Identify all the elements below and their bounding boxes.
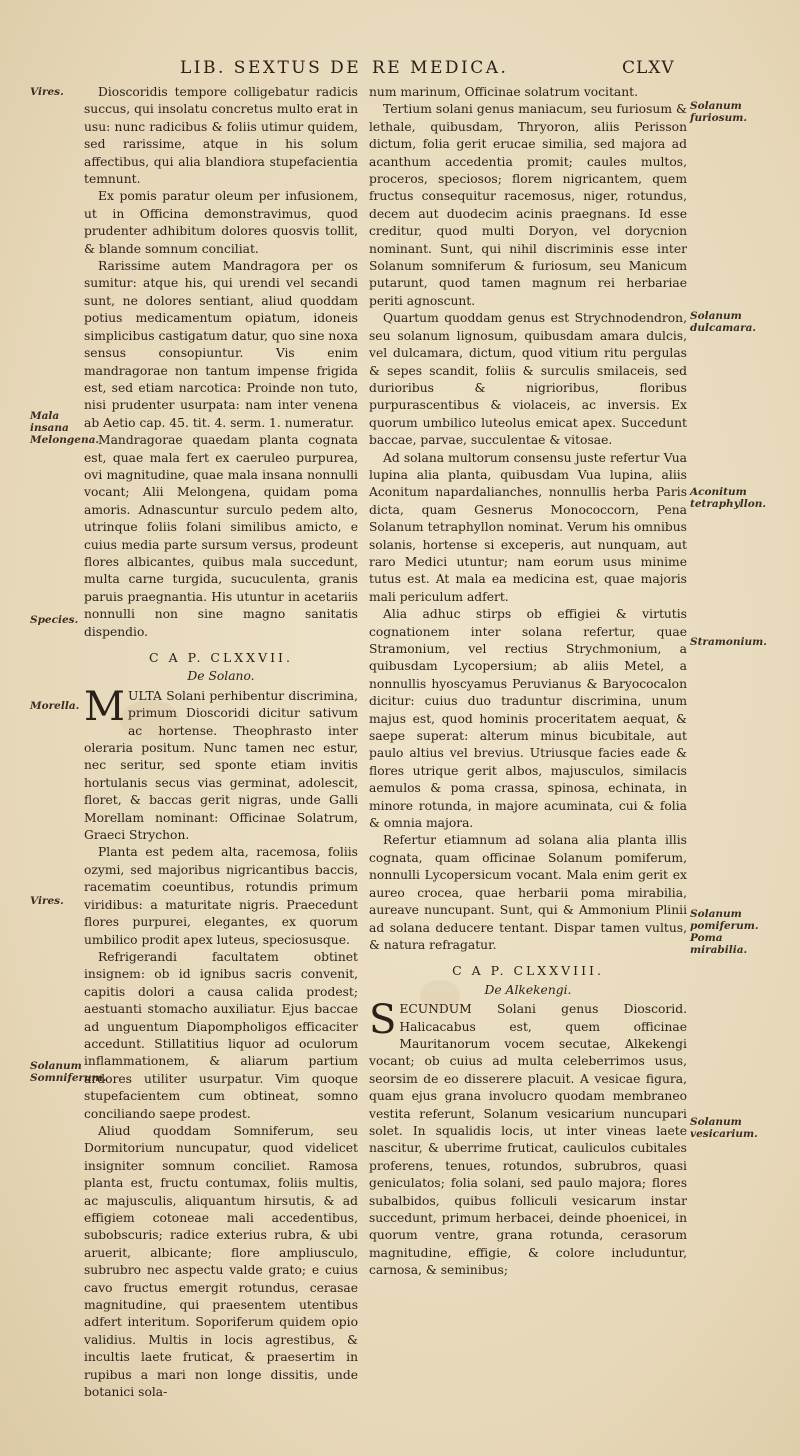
- header-left: LIB. SEXTUS DE: [180, 58, 362, 78]
- paragraph: Aliud quoddam Somniferum, seu Dormitorium nuncupatur, quod videlicet insigniter somnum conciliet. Ramosa planta est, fructu contumax, foliis multis, ac majusculis, aliquantum hirsutis, & ad effigiem cotoneae mali accedentibus, subobscuris; radice exterius rubra, & ubi aruerit, albicante; flore ampliusculo, subrubro nec aspectu valde grato; e cuius cavo fructus emergit rotundus, cerasae magnitudine, qui praesentem utentibus adfert interitum. Soporiferum quidem opio validius. Multis in locis agrestibus, & incultis laete fruticat, & praesertim in rupibus a mari non longe dissitis, unde botanici sola-: [84, 1123, 358, 1400]
- chapter-heading: C A P. CLXXVIII.: [452, 963, 604, 979]
- paragraph: num marinum, Officinae solatrum vocitant.: [369, 85, 639, 99]
- chapter-title: De Solano.: [187, 669, 255, 684]
- drop-cap: M: [84, 683, 125, 730]
- margin-note: Species.: [30, 614, 79, 626]
- paragraph: Alia adhuc stirps ob effigiei & virtutis cognationem inter solana refertur, quae Stramonium, vel rectius Strychmonium, a quibusdam Lycopersium; ab aliis Metel, a nonnullis hyoscyamus Peruvianus & Baryococalon dicitur: cuius duo traduntur discrimina, unum majus est, quod hominis proceritatem aequat, & saepe superat: alterum minus bicubitale, aut paulo altius vel brevius. Utriusque facies eade & flores utrique gerit albos, majusculos, similacis aemulos & poma crassa, spinosa, echinata, in minore rotunda, in majore acuminata, cui & folia & omnia majora.: [369, 607, 687, 831]
- paragraph: [84, 683, 358, 845]
- paragraph: [369, 997, 687, 1280]
- header-right: RE MEDICA.: [372, 58, 509, 78]
- margin-note: Stramonium.: [690, 636, 767, 648]
- page-number: CLXV: [622, 58, 675, 78]
- margin-note: Vires.: [30, 895, 64, 907]
- paragraph: Ad solana multorum consensu juste refertur Vua lupina alia planta, quibusdam Vua lupina, aliis Aconitum napardalianches, nonnullis herba Paris dicta, quam Gesnerus Monococcorn, Pena Solanum tetraphyllon nominat. Verum his omnibus solanis, hortense si exceperis, aut nunquam, aut raro Medici utuntur; nam eorum usus minime tutus est. At mala ea medicina est, quae majoris mali periculum adfert.: [369, 450, 687, 604]
- margin-note: Morella.: [30, 700, 80, 712]
- paragraph-text: ULTA Solani perhibentur discrimina, primum Dioscoridi dicitur sativum ac hortense. Theophrasto inter oleraria positum. Nunc tamen nec estur, nec seritur, sed sponte etiam invitis hortulanis secus vias germinat, adolescit, floret, & baccas gerit nigras, unde Galli Morellam nominant: Officinae Solatrum, Graeci Strychon.: [84, 688, 358, 843]
- paragraph: Refertur etiamnum ad solana alia planta illis cognata, quam officinae Solanum pomiferum, nonnulli Lycopersicum vocant. Mala enim gerit ex aureo crocea, quae herbarii poma mirabilia, aureave nuncupant. Sunt, qui & Ammonium Plinii ad solana deducere tentant. Dispar tamen vultus, & natura refragatur.: [369, 833, 687, 952]
- right-column: [369, 84, 687, 1280]
- paragraph: Tertium solani genus maniacum, seu furiosum & lethale, quibusdam, Thryoron, aliis Perisson dictum, folia gerit erucae similia, sed majora ad acanthum accedentia promit; caules multos, proceros, speciosos; florem nigricantem, quem fructus consequitur racemosus, niger, rotundus, decem aut duodecim acinis praegnans. Id esse creditur, quod multi Doryon, vel dorycnion nominant. Sunt, qui nihil discriminis esse inter Solanum somniferum & furiosum, seu Manicum putarunt, quod tamen magnum rei herbariae periti agnoscunt.: [369, 102, 687, 308]
- chapter-heading: C A P. CLXXVII.: [149, 650, 293, 665]
- margin-note: Mala insana Melongena.: [30, 410, 100, 446]
- paragraph: Ex pomis paratur oleum per infusionem, ut in Officina demonstravimus, quod prudenter adhibitum dolores quosvis tollit, & blande somnum conciliat.: [84, 189, 358, 256]
- margin-note: Aconitum tetraphyllon.: [690, 486, 767, 510]
- margin-note: Solanum Somniferum.: [30, 1060, 107, 1084]
- running-header: [0, 58, 800, 82]
- paragraph: Planta est pedem alta, racemosa, foliis ozymi, sed majoribus nigricantibus baccis, racematim coeuntibus, rotundis primum viridibus: a maturitate nigris. Praecedunt flores purpurei, elegantes, ex quorum umbilico prodit apex luteus, speciosusque.: [84, 845, 358, 947]
- paragraph: Dioscoridis tempore colligebatur radicis succus, qui insolatu concretus multo erat in usu: nunc radicibus & foliis utimur quidem, sed rarissime, atque in his solum affectibus, qui alia blandiora stupefacientia temnunt.: [84, 85, 358, 187]
- margin-note: Solanum furiosum.: [690, 100, 747, 124]
- margin-note: Vires.: [30, 86, 64, 98]
- drop-cap: S: [369, 997, 397, 1044]
- paragraph: Rarissime autem Mandragora per os sumitur: atque his, qui urendi vel secandi sunt, ne dolores sentiant, aliud quoddam potius medicamentum opiatum, idoneis simplicibus castigatum datur, quo sine noxa sensus consopiuntur. Vis enim mandragorae non tantum impense frigida est, sed etiam narcotica: Proinde non tuto, nisi prudenter usurpata: nam inter venena ab Aetio cap. 45. tit. 4. serm. 1. numeratur.: [84, 259, 358, 430]
- margin-note: Solanum dulcamara.: [690, 310, 757, 334]
- paragraph: Refrigerandi facultatem obtinet insignem: ob id ignibus sacris convenit, capitis dolori a causa calida prodest; aestuanti stomacho auxiliatur. Ejus baccae ad unguentum Diapompholigos efficaciter accedunt. Stillatitius liquor ad oculorum inflammationem, & aliarum partium ardores utiliter usurpatur. Vim quoque stupefacientem cum obtineat, somno conciliando saepe prodest.: [84, 949, 358, 1121]
- chapter-title: De Alkekengi.: [484, 982, 572, 997]
- left-column: [84, 84, 358, 1401]
- margin-note: Solanum pomiferum. Poma mirabilia.: [690, 908, 759, 956]
- paragraph-text: ECUNDUM Solani genus Dioscorid. Halicacabus est, quem officinae Mauritanorum vocem secutae, Alkekengi vocant; ob cuius ad multa celeberrimos usus, seorsim de eo disserere placuit. A vesicae figura, quam ejus grana involucro quodam membraneo vestita referunt, Solanum vesicarium nuncupari solet. In squalidis locis, ut inter vineas laete nascitur, & uberrime fruticat, cauliculos cubitales proferens, tenues, rotundos, subrubros, quasi geniculatos; folia solani, sed paulo majora; flores subalbidos, quibus folliculi vesicarum instar succedunt, primum herbacei, deinde phoenicei, in quorum ventre, grana rotunda, cerasorum magnitudine, effigie, & colore includuntur, carnosa, & seminibus;: [369, 1002, 687, 1278]
- paragraph: Mandragorae quaedam planta cognata est, quae mala fert ex caeruleo purpurea, ovi magnitudine, quae mala insana nonnulli vocant; Alii Melongena, quidam poma amoris. Adnascuntur surculo pedem alto, utrinque foliis folani similibus amicto, e cuius media parte sursum versus, prodeunt flores albicantes, quibus mala succedunt, multa carne turgida, sucuculenta, granis paruis praegnantia. His utuntur in acetariis nonnulli non sine magno sanitatis dispendio.: [84, 433, 358, 639]
- margin-note: Solanum vesicarium.: [690, 1116, 758, 1140]
- paragraph: Quartum quoddam genus est Strychnodendron, seu solanum lignosum, quibusdam amara dulcis, vel dulcamara, dictum, quod vitium ritu pergulas & sepes scandit, foliis & surculis smilaceis, sed durioribus & nigrioribus, floribus purpurascentibus & violaceis, ac inversis. Ex quorum umbilico luteolus emicat apex. Succedunt baccae, parvae, succulentae & vitosae.: [369, 311, 687, 448]
